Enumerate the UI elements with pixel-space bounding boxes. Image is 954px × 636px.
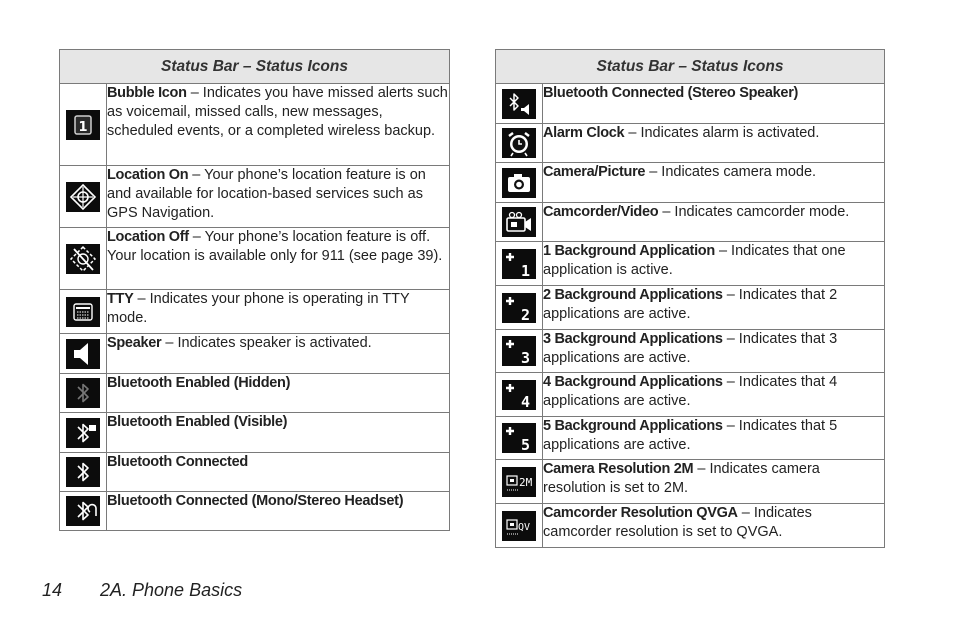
page-number: 14 [42, 580, 63, 600]
background-app-5-icon [502, 423, 536, 453]
background-app-1-icon [502, 249, 536, 279]
table-row: 5 Background Applications – Indicates that 5 applications are active. [543, 417, 885, 460]
table-row: TTY – Indicates your phone is operating in TTY mode. [107, 290, 450, 334]
background-app-4-icon [502, 380, 536, 410]
bubble-icon [66, 110, 100, 140]
table-row: Bluetooth Connected [107, 453, 450, 492]
svg-text:1: 1 [521, 261, 531, 279]
speaker-icon [66, 339, 100, 369]
table-row: Camcorder/Video – Indicates camcorder mode. [543, 203, 885, 242]
bluetooth-connected-icon [66, 457, 100, 487]
table-row: Bluetooth Enabled (Hidden) [107, 374, 450, 413]
tty-icon [66, 297, 100, 327]
svg-text:2: 2 [521, 305, 531, 323]
table-row: 4 Background Applications – Indicates that 4 applications are active. [543, 373, 885, 417]
camcorder-resolution-qvga-icon [502, 511, 536, 541]
table-row: Bluetooth Connected (Mono/Stereo Headset) [107, 492, 450, 531]
camera-icon [502, 168, 536, 198]
page-footer [42, 580, 242, 601]
table-row: Location On – Your phone’s location feature is on and available for location-based services such as GPS Navigation. [107, 166, 450, 228]
background-app-3-icon [502, 336, 536, 366]
alarm-clock-icon [502, 128, 536, 158]
background-app-2-icon [502, 293, 536, 323]
bluetooth-visible-icon [66, 418, 100, 448]
left-status-table [59, 49, 450, 531]
svg-text:2M: 2M [519, 475, 533, 489]
table-row: Camcorder Resolution QVGA – Indicates camcorder resolution is set to QVGA. [543, 504, 885, 548]
table-row: Bluetooth Connected (Stereo Speaker) [543, 84, 885, 124]
table-row: Alarm Clock – Indicates alarm is activated. [543, 124, 885, 163]
svg-text:1: 1 [78, 119, 88, 135]
bluetooth-hidden-icon [66, 378, 100, 408]
table-row: Speaker – Indicates speaker is activated. [107, 334, 450, 374]
right-status-table [495, 49, 885, 548]
table-header: Status Bar – Status Icons [496, 50, 885, 84]
table-row: Bluetooth Enabled (Visible) [107, 413, 450, 453]
table-row: Bubble Icon – Indicates you have missed alerts such as voicemail, missed calls, new messages, scheduled events, or a completed wireless backup. [107, 84, 450, 166]
svg-text:QV: QV [518, 521, 531, 533]
table-row: 3 Background Applications – Indicates that 3 applications are active. [543, 330, 885, 373]
location-off-icon [66, 244, 100, 274]
camcorder-icon [502, 207, 536, 237]
bluetooth-speaker-icon [502, 89, 536, 119]
bluetooth-headset-icon [66, 496, 100, 526]
svg-text:4: 4 [521, 392, 531, 410]
table-row: 1 Background Application – Indicates that one application is active. [543, 242, 885, 286]
table-header: Status Bar – Status Icons [60, 50, 450, 84]
svg-text:3: 3 [521, 349, 531, 366]
table-row: Camera/Picture – Indicates camera mode. [543, 163, 885, 203]
table-row: Location Off – Your phone’s location feature is off. Your location is available only for 911 (see page 39). [107, 228, 450, 290]
camera-resolution-2m-icon [502, 467, 536, 497]
location-on-icon [66, 182, 100, 212]
table-row: Camera Resolution 2M – Indicates camera resolution is set to 2M. [543, 460, 885, 504]
table-row: 2 Background Applications – Indicates that 2 applications are active. [543, 286, 885, 330]
section-title: 2A. Phone Basics [100, 580, 243, 600]
svg-text:5: 5 [521, 436, 531, 453]
